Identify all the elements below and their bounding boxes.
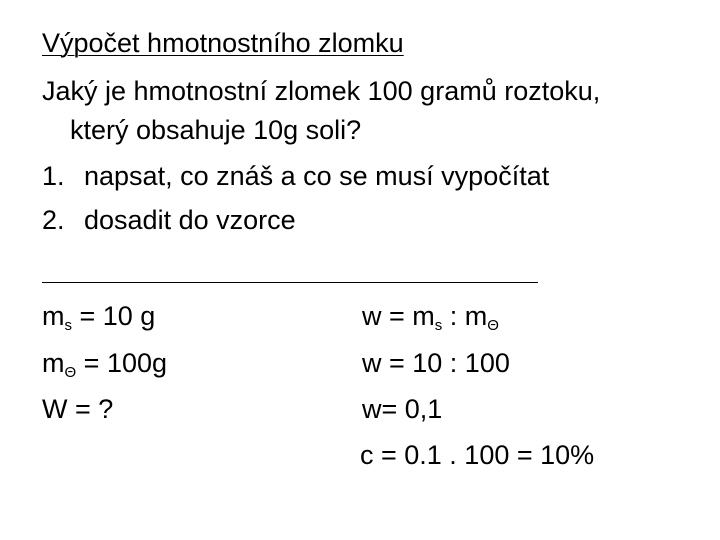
solution-substitution: w = 10 : 100 <box>362 348 510 378</box>
given-ms-symbol: m <box>42 301 65 331</box>
question-line-1: Jaký je hmotnostní zlomek 100 gramů roztoku, <box>42 76 601 106</box>
given-ms-subscript: s <box>64 317 72 334</box>
step-1 <box>42 163 549 190</box>
formula-lhs: w = m <box>362 301 435 331</box>
step-2 <box>42 207 296 234</box>
solution-formula <box>362 301 499 334</box>
given-m0-value: = 100g <box>76 348 168 378</box>
solution-percent: c = 0.1 . 100 = 10% <box>360 440 595 470</box>
step-1-text: napsat, co znáš a co se musí vypočítat <box>84 161 550 191</box>
step-2-number: 2. <box>42 205 65 235</box>
separator-line <box>42 282 538 283</box>
given-ms <box>42 301 156 334</box>
given-m0-subscript: Θ <box>64 364 77 381</box>
given-ms-value: = 10 g <box>72 301 156 331</box>
slide-title: Výpočet hmotnostního zlomku <box>42 28 404 58</box>
solution-result: w= 0,1 <box>362 394 443 424</box>
given-w: W = ? <box>42 394 114 424</box>
given-m0 <box>42 348 168 381</box>
formula-subscript-s: s <box>434 317 443 334</box>
formula-mid: : m <box>442 301 488 331</box>
question-line-2: který obsahuje 10g soli? <box>70 115 362 145</box>
step-1-number: 1. <box>42 161 65 191</box>
formula-subscript-theta: Θ <box>487 317 499 334</box>
step-2-text: dosadit do vzorce <box>84 205 296 235</box>
given-m0-symbol: m <box>42 348 65 378</box>
